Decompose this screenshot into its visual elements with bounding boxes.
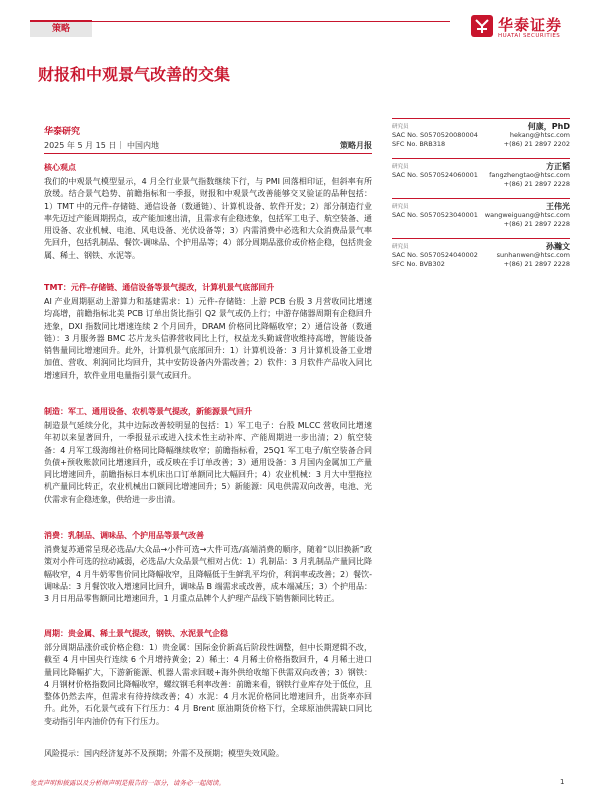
section-text-tmt: AI 产业周期驱动上游算力和基建需求：1）元件-存储链：上游 PCB 台股 3 月营收同比增速均高增，前瞻指标北美 PCB 订单出货比指引 Q2 景气或仍上行；中游存储器周期有企稳回升迹象，DXI 指数同比增速连续 2 个月回升，DRAM 价格同比降幅收窄；2）通信设备（数通链）：3 月服务器 BMC 芯片龙头信骅营收同比上行，权益龙头勤诚营收维持高增，智能设备销售量同比增速回升。此外，计算机景气底部回升：1）计算机设备：3 月计算机设备工业增加值、营收、利润同比均回升，其中安防设备内外需改善；2）软件：3 月软件产品收入同比增速回升，软件业用电量指引景气或回升。 [44,297,372,380]
logo-text-en: HUATAI SECURITIES [498,33,561,39]
section-heading-consumption: 消费：乳制品、调味品、个护用品等景气改善 [44,531,204,540]
report-meta [44,140,372,154]
page-number: 1 [560,778,565,786]
section-text-consumption: 消费复苏通常呈现必选品/大众品→小件可选→大件可选/高端消费的顺序，随着“以旧换新”政策对小件可选的拉动减弱，必选品/大众品景气相对占优：1）乳制品：3 月乳制品产量同比降幅收窄，4 月牛奶零售价同比降幅收窄，且降幅低于生鲜乳平均价，利润率或改善；2）餐饮-调味品：3 月餐饮收入增速同比回升，调味品 B 端需求或改善，成本端减压；3）个护用品：3 月日用品零售额同比增速回升，1 月重点品牌个人护理产品线下销售额同比转正。 [44,545,372,604]
analyst-email[interactable]: sunhanwen@htsc.com [496,251,570,259]
section-heading-cyclical: 周期：贵金属、稀土景气提改，钢铁、水泥景气企稳 [44,629,228,638]
section-text-cyclical: 部分周期品涨价或价格企稳：1）贵金属：国际金价新高后阶段性调整，但中长期逻辑不改，截至 4 月中国央行连续 6 个月增持黄金；2）稀土：4 月稀土价格指数回升，4 月稀土进口量同比降幅扩大，下游新能源、机器人需求回暖+海外供给收缩下供需双向改善；3）钢铁：4 月钢材价格指数同比降幅收窄，螺纹钢毛利率改善：前瞻来看，钢铁行业库存处于低位，且整体仍然去库，但需求有待持续改善；4）水泥：4 月水泥价格同比增速回升，出货率亦回升。此外，石化景气或有下行压力：4 月 Brent 原油期货价格下行，全球原油供需缺口同比变动指引年内油价仍有下行压力。 [44,643,372,726]
analyst-sac: SAC No. S0570524060001 [392,171,478,179]
report-region: 中国内地 [127,141,159,150]
category-tab [30,20,92,37]
analyst-email[interactable]: fangzhengtao@htsc.com [489,171,570,179]
analyst-role: 研究员 [392,204,409,210]
section-heading-tmt: TMT：元件-存储链、通信设备等景气提改，计算机景气底部回升 [44,283,275,292]
risk-warning: 风险提示：国内经济复苏不及预期；外需不及预期；模型失效风险。 [44,749,284,758]
meta-divider [44,153,372,154]
analyst-phone: +(86) 21 2897 2228 [503,260,570,268]
section-heading-core: 核心观点 [44,163,76,172]
analyst-sac: SAC No. S0570523040001 [392,211,478,219]
analyst-divider [392,198,570,199]
analyst-card [392,238,570,288]
analyst-email[interactable]: wangweiguang@htsc.com [484,211,570,219]
analyst-phone: +(86) 21 2897 2228 [503,180,570,188]
analyst-sfc: SFC No. BRB318 [392,140,446,148]
analyst-name: 何康，PhD [527,122,570,131]
analyst-sac: SAC No. S0570524040002 [392,251,478,259]
analyst-divider [392,118,570,119]
section-text-manufacturing: 制造景气延续分化，其中边际改善较明显的包括：1）军工电子：台股 MLCC 营收同比增速年初以来显著回升，一季报显示或进入技术性主动补库、产能周期进一步出清；2）航空装备：4 月军工级海绵社价格同比降幅继续收窄；前瞻指标看，25Q1 军工电子/航空装备合同负债+预收账款同比增速回升，或反映在手订单改善；3）通用设备：3 月国内金属加工产量同比增速回升，前瞻指标日本机床出口订单额同比大幅回升；4）农业机械：3 月大中型拖拉机产量同比转正，农业机械出口额同比增速回升；5）新能源：风电供需双向改善，电池、光伏需求有企稳迹象，供给进一步出清。 [44,421,372,504]
report-title: 财报和中观景气改善的交集 [38,65,231,84]
analyst-role: 研究员 [392,124,409,130]
analyst-role: 研究员 [392,164,409,170]
section-text-core: 我们的中观景气模型显示，4 月全行业景气指数继续下行，与 PMI 回落相印证，但斜率有所放缓。结合景气趋势、前瞻指标和一季报，财报和中观景气改善能够交叉验证的品种包括：1）TMT 中的元件-存储链、通信设备（数通链）、计算机设备、软件开发；2）部分制造行业率先迈过产能周期拐点，或产能加速出清，且需求有企稳迹象，包括军工电子、航空装备、通用设备、农业机械、电池、风电设备、光伏设备等；3）内需消费中必选和大众消费品景气率先回升，包括乳制品、餐饮-调味品、个护用品等；4）部分周期品涨价或价格企稳，包括贵金属、稀土、钢铁、水泥等。 [44,177,372,260]
company-logo [470,14,580,44]
analyst-phone: +(86) 21 2897 2202 [503,140,570,148]
analyst-role: 研究员 [392,244,409,250]
section-heading-manufacturing: 制造：军工、通用设备、农机等景气提改，新能源景气回升 [44,407,252,416]
analyst-sfc: SFC No. BVB302 [392,260,445,268]
meta-separator: | [119,140,122,149]
category-label: 策略 [51,24,70,34]
analyst-divider [392,238,570,239]
logo-icon [470,14,494,38]
analyst-divider [392,158,570,159]
report-date: 2025 年 5 月 15 日 [44,141,117,150]
org-name: 华泰研究 [44,127,81,137]
analyst-phone: +(86) 21 2897 2228 [503,220,570,228]
analyst-name: 王伟光 [546,202,570,211]
report-type: 策略月报 [340,141,372,150]
header-rule [30,21,450,22]
footer-disclaimer: 免责声明和披露以及分析师声明是报告的一部分，请务必一起阅读。 [30,779,225,787]
analyst-email[interactable]: hekang@htsc.com [509,131,570,139]
analyst-name: 方正韬 [546,162,570,171]
analyst-name: 孙瀚文 [546,242,570,251]
logo-text-cn: 华泰证券 [498,16,563,34]
analyst-sac: SAC No. S0570520080004 [392,131,478,139]
